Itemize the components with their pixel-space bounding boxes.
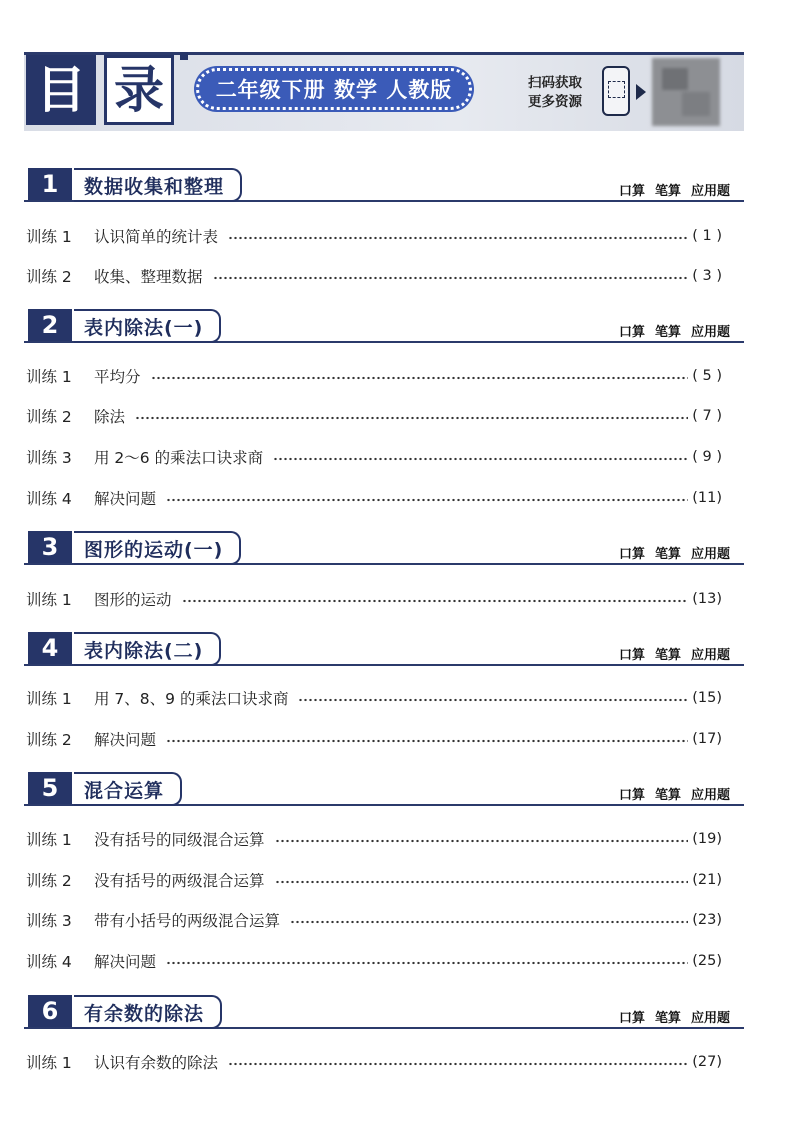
entry-page: (25) <box>692 953 722 969</box>
tag-application: 应用题 <box>690 648 730 663</box>
entry-page: ( 9 ) <box>692 449 722 465</box>
section-title: 数据收集和整理 <box>74 168 242 202</box>
section-title: 混合运算 <box>74 772 182 806</box>
dot-leader <box>151 371 689 381</box>
scan-prompt <box>528 74 594 112</box>
section-tags <box>619 644 730 663</box>
dot-leader <box>166 493 688 503</box>
section-header <box>24 630 744 666</box>
tag-oral: 口算 <box>618 1011 645 1026</box>
entry-name: 解决问题 <box>94 953 157 971</box>
section-tags <box>619 321 730 340</box>
toc-entry[interactable] <box>26 727 722 751</box>
dot-leader <box>182 594 689 604</box>
toc-entry[interactable] <box>26 224 722 248</box>
entry-page: (23) <box>692 912 722 928</box>
tag-written: 笔算 <box>654 547 681 562</box>
entry-page: (13) <box>692 591 722 607</box>
section-header <box>24 166 744 202</box>
dot-leader <box>166 734 688 744</box>
tag-written: 笔算 <box>654 788 681 803</box>
entry-name: 用 7、8、9 的乘法口诀求商 <box>94 690 289 708</box>
toc-entry[interactable] <box>26 445 722 469</box>
entry-name: 用 2～6 的乘法口诀求商 <box>94 449 264 467</box>
entry-label: 训练 1 <box>26 1054 72 1072</box>
entry-name: 除法 <box>94 408 126 426</box>
entry-label: 训练 1 <box>26 228 72 246</box>
section-tags <box>619 784 730 803</box>
tag-oral: 口算 <box>618 325 645 340</box>
entry-label: 训练 1 <box>26 368 72 386</box>
entry-label: 训练 2 <box>26 731 72 749</box>
title-char-box-1 <box>26 55 96 125</box>
dot-leader <box>135 411 688 421</box>
entry-page: ( 3 ) <box>692 268 722 284</box>
section-title: 表内除法(二) <box>74 632 221 666</box>
section-tags <box>619 1007 730 1026</box>
entry-label: 训练 2 <box>26 268 72 286</box>
tag-application: 应用题 <box>690 184 730 199</box>
tag-oral: 口算 <box>618 184 645 199</box>
entry-page: ( 1 ) <box>692 228 722 244</box>
entry-label: 训练 4 <box>26 953 72 971</box>
entry-page: (27) <box>692 1054 722 1070</box>
tag-written: 笔算 <box>654 1011 681 1026</box>
tag-oral: 口算 <box>618 547 645 562</box>
title-char-box-2 <box>104 55 174 125</box>
dot-leader <box>298 693 688 703</box>
dot-leader <box>228 231 688 241</box>
section-header <box>24 770 744 806</box>
section-tags <box>619 180 730 199</box>
entry-name: 认识简单的统计表 <box>94 228 219 246</box>
toc-entry[interactable] <box>26 868 722 892</box>
dot-leader <box>213 271 689 281</box>
section-number: 2 <box>28 309 72 341</box>
toc-entry[interactable] <box>26 486 722 510</box>
entry-page: (11) <box>692 490 722 506</box>
section-header <box>24 993 744 1029</box>
title-corner-mark <box>180 52 188 60</box>
section-header <box>24 307 744 343</box>
toc-entry[interactable] <box>26 827 722 851</box>
tag-application: 应用题 <box>690 788 730 803</box>
section-title: 表内除法(一) <box>74 309 221 343</box>
entry-label: 训练 2 <box>26 408 72 426</box>
entry-name: 解决问题 <box>94 731 157 749</box>
tag-application: 应用题 <box>690 1011 730 1026</box>
entry-label: 训练 3 <box>26 912 72 930</box>
dot-leader <box>166 956 688 966</box>
section-number: 4 <box>28 632 72 664</box>
entry-page: ( 5 ) <box>692 368 722 384</box>
entry-name: 没有括号的同级混合运算 <box>94 831 265 849</box>
arrow-right-icon <box>636 84 646 100</box>
entry-name: 解决问题 <box>94 490 157 508</box>
tag-written: 笔算 <box>654 648 681 663</box>
section-number: 6 <box>28 995 72 1027</box>
toc-entry[interactable] <box>26 364 722 388</box>
phone-scan-icon <box>602 66 630 116</box>
dot-leader <box>275 875 689 885</box>
tag-written: 笔算 <box>654 184 681 199</box>
entry-name: 平均分 <box>94 368 141 386</box>
tag-application: 应用题 <box>690 547 730 562</box>
qr-code-image[interactable] <box>652 58 720 126</box>
dot-leader <box>228 1057 688 1067</box>
tag-written: 笔算 <box>654 325 681 340</box>
entry-label: 训练 1 <box>26 690 72 708</box>
scan-line-1: 扫码获取 <box>528 75 582 91</box>
section-number: 5 <box>28 772 72 804</box>
toc-entry[interactable] <box>26 264 722 288</box>
entry-label: 训练 3 <box>26 449 72 467</box>
grade-label: 二年级下册 数学 人教版 <box>196 68 472 110</box>
entry-name: 收集、整理数据 <box>94 268 203 286</box>
toc-entry[interactable] <box>26 686 722 710</box>
section-title: 图形的运动(一) <box>74 531 241 565</box>
entry-name: 认识有余数的除法 <box>94 1054 219 1072</box>
entry-page: (19) <box>692 831 722 847</box>
dot-leader <box>290 915 688 925</box>
section-header <box>24 529 744 565</box>
title-char-1: 目 <box>36 61 86 119</box>
toc-entry[interactable] <box>26 1050 722 1074</box>
section-number: 1 <box>28 168 72 200</box>
entry-label: 训练 1 <box>26 591 72 609</box>
entry-name: 带有小括号的两级混合运算 <box>94 912 281 930</box>
tag-oral: 口算 <box>618 648 645 663</box>
tag-oral: 口算 <box>618 788 645 803</box>
scan-line-2: 更多资源 <box>528 94 582 110</box>
entry-name: 没有括号的两级混合运算 <box>94 872 265 890</box>
toc-entry[interactable] <box>26 404 722 428</box>
title-char-2: 录 <box>114 61 164 119</box>
toc-entry[interactable] <box>26 908 722 932</box>
entry-page: (21) <box>692 872 722 888</box>
entry-page: (17) <box>692 731 722 747</box>
entry-label: 训练 4 <box>26 490 72 508</box>
dot-leader <box>275 834 689 844</box>
section-number: 3 <box>28 531 72 563</box>
section-tags <box>619 543 730 562</box>
entry-page: (15) <box>692 690 722 706</box>
tag-application: 应用题 <box>690 325 730 340</box>
toc-entry[interactable] <box>26 587 722 611</box>
entry-name: 图形的运动 <box>94 591 172 609</box>
entry-page: ( 7 ) <box>692 408 722 424</box>
entry-label: 训练 1 <box>26 831 72 849</box>
toc-entry[interactable] <box>26 949 722 973</box>
entry-label: 训练 2 <box>26 872 72 890</box>
dot-leader <box>273 452 688 462</box>
section-title: 有余数的除法 <box>74 995 222 1029</box>
